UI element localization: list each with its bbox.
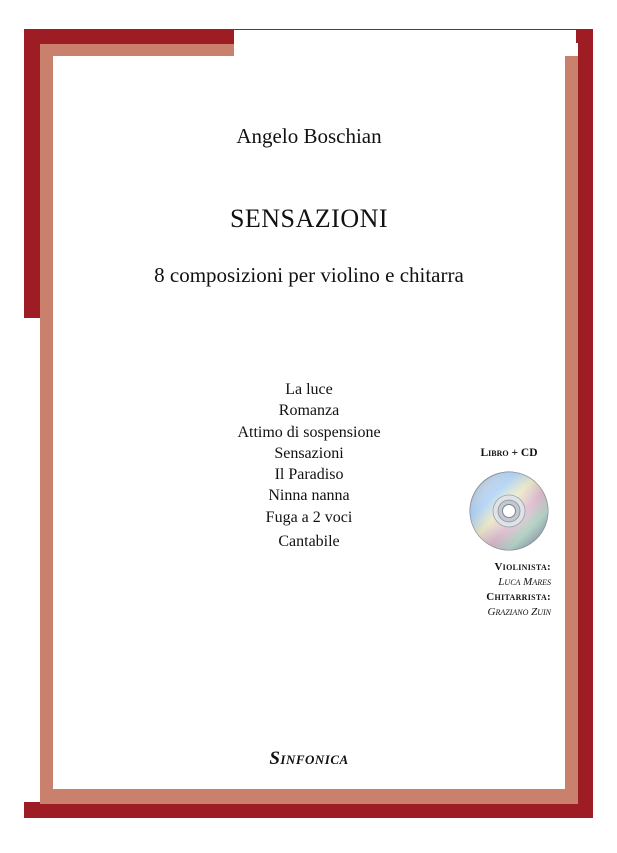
publisher-name: Sinfonica — [269, 748, 349, 769]
track-list — [209, 379, 409, 552]
track-item: Fuga a 2 voci — [265, 508, 353, 526]
top-frame-gap — [192, 29, 576, 43]
book-subtitle: 8 composizioni per violino e chitarra — [154, 263, 464, 287]
cd-section — [458, 447, 560, 459]
track-item: Romanza — [278, 402, 340, 420]
track-item: Il Paradiso — [274, 466, 344, 484]
performer-credits — [448, 560, 551, 620]
violinist-name: Luca Mares — [498, 576, 551, 588]
track-item: Attimo di sospensione — [237, 423, 381, 441]
author-name: Angelo Boschian — [236, 124, 382, 148]
format-label: Libro + CD — [480, 447, 538, 459]
track-item: Cantabile — [278, 533, 340, 551]
violinist-role: Violinista: — [494, 561, 551, 573]
guitarist-role: Chitarrista: — [486, 591, 551, 603]
left-frame-gap — [24, 318, 40, 802]
track-item: Sensazioni — [274, 444, 344, 462]
cd-icon — [468, 470, 550, 552]
top-frame-gap-inner — [234, 43, 578, 56]
track-item: Ninna nanna — [268, 487, 350, 505]
guitarist-name: Graziano Zuin — [487, 606, 551, 618]
book-title: SENSAZIONI — [229, 204, 389, 233]
track-item: La luce — [285, 381, 333, 398]
